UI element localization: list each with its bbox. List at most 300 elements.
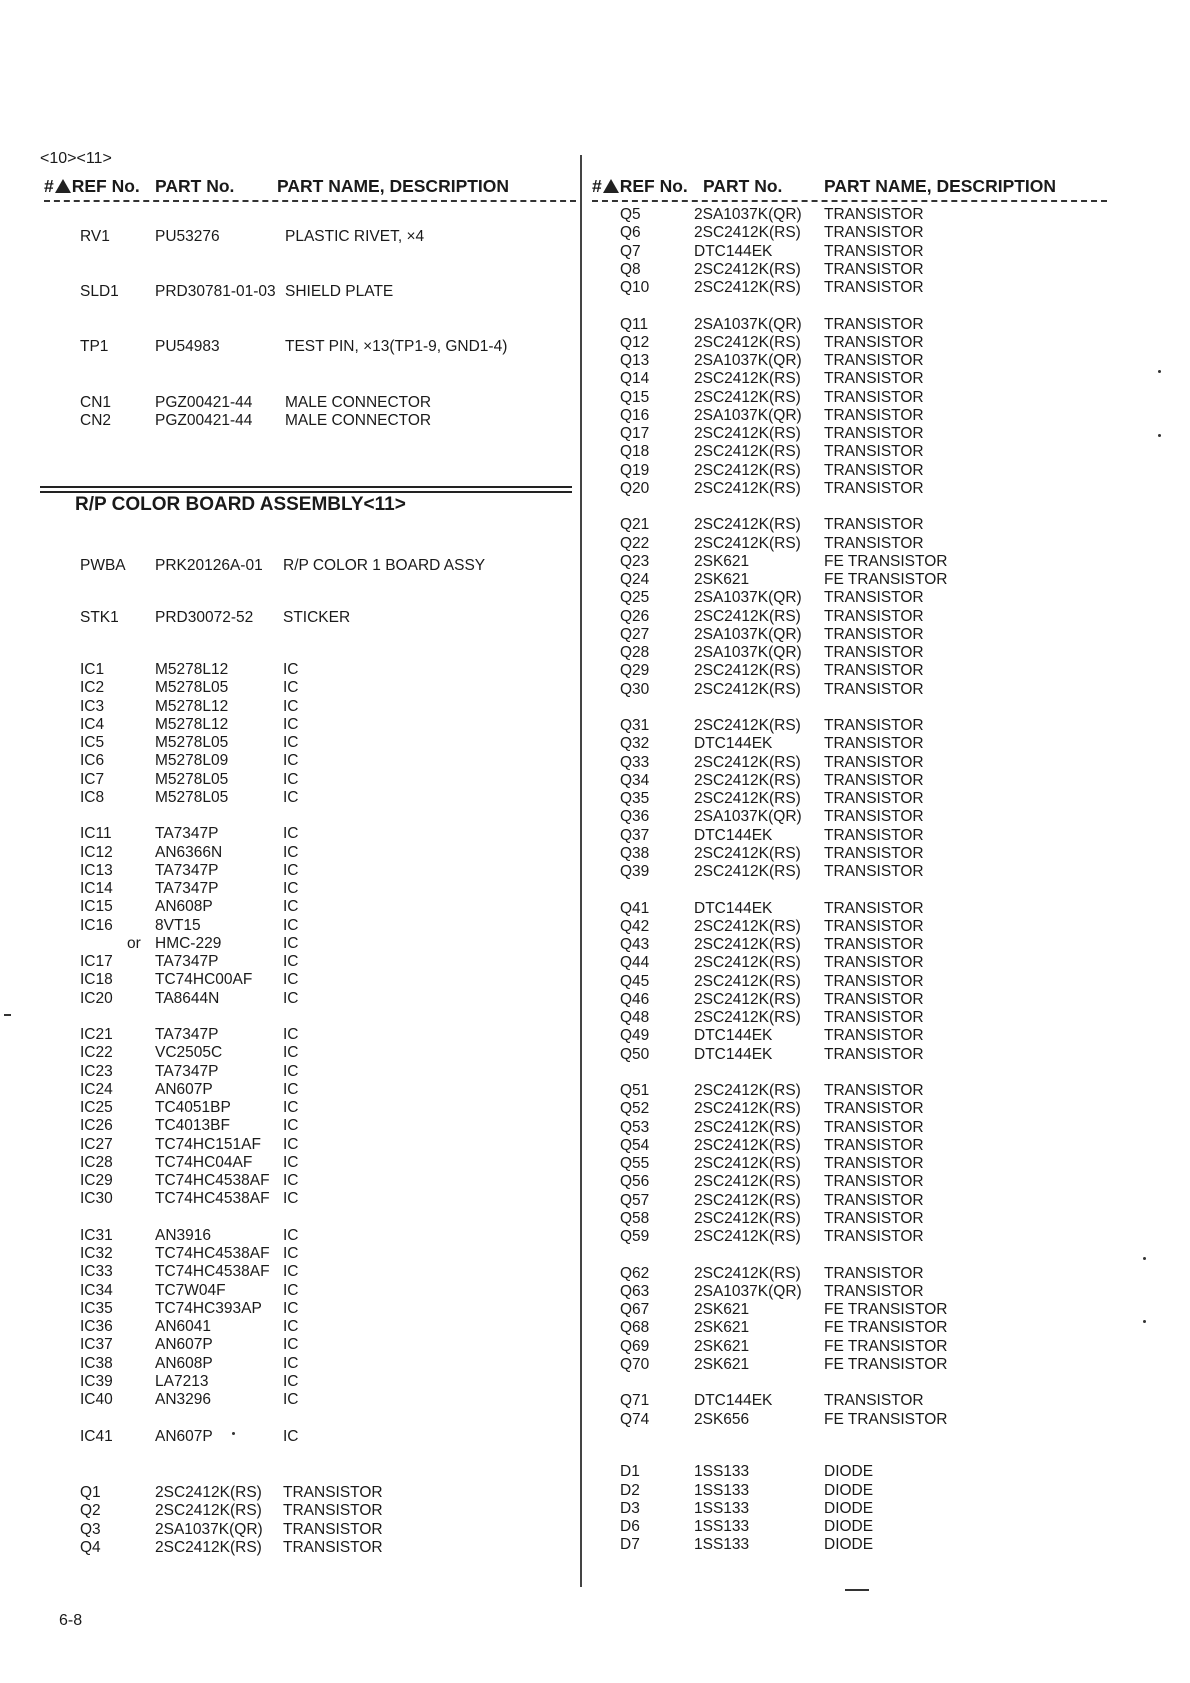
description-cell: DIODE [824,1518,874,1536]
part-no-cell: 2SA1037K(QR) [694,808,802,826]
description-cell: IC [283,1044,299,1062]
part-no-cell: 2SC2412K(RS) [694,534,801,552]
ref-no-cell: IC20 [80,989,113,1007]
description-cell: IC [283,1299,299,1317]
description-cell: IC [283,825,299,843]
part-no-cell: TC74HC4538AF [155,1245,270,1263]
ref-no-cell: IC39 [80,1372,113,1390]
ref-no-cell: Q68 [620,1319,650,1337]
description-cell: TRANSISTOR [824,844,924,862]
part-no-cell: 2SC2412K(RS) [694,1264,801,1282]
description-cell: TRANSISTOR [283,1520,383,1538]
part-no-cell: 2SC2412K(RS) [694,917,801,935]
hash-mark: # [44,176,54,196]
part-no-cell: 2SA1037K(QR) [694,406,802,424]
ref-no-cell: IC38 [80,1354,113,1372]
ref-no-cell: IC30 [80,1190,113,1208]
ref-no-cell: Q74 [620,1410,650,1428]
part-no-cell: 2SC2412K(RS) [694,461,801,479]
part-no-cell: M5278L05 [155,788,229,806]
part-no-cell: TA7347P [155,1062,219,1080]
scan-speck [232,1432,235,1435]
description-cell: IC [283,1026,299,1044]
description-cell: TRANSISTOR [824,534,924,552]
part-no-cell: 2SC2412K(RS) [694,1118,801,1136]
part-no-cell: PGZ00421-44 [155,394,253,411]
description-cell: IC [283,752,299,770]
header-divider [44,200,576,202]
description-cell: IC [283,1281,299,1299]
ref-no-cell: D3 [620,1499,640,1517]
part-no-cell: TA7347P [155,880,219,898]
part-no-cell: 2SA1037K(QR) [694,1282,802,1300]
part-no-cell: 2SC2412K(RS) [694,680,801,698]
description-cell: TRANSISTOR [824,753,924,771]
ref-no-cell: Q19 [620,461,650,479]
ref-no-cell: Q41 [620,899,650,917]
part-no-cell: TC74HC4538AF [155,1190,270,1208]
part-no-cell: AN607P [155,1336,213,1354]
ref-no-cell: Q57 [620,1191,650,1209]
part-no-cell: M5278L12 [155,715,229,733]
ref-no-cell: IC2 [80,679,105,697]
part-no-cell: 8VT15 [155,916,201,934]
description-cell: TRANSISTOR [824,1282,924,1300]
ref-no-cell: IC25 [80,1099,113,1117]
ref-no-cell: Q13 [620,352,650,369]
part-no-cell: 2SK621 [694,552,750,570]
part-no-cell: 2SC2412K(RS) [694,479,801,497]
part-no-cell: M5278L12 [155,661,229,679]
part-no-cell: TC4013BF [155,1117,230,1135]
ref-no-cell: Q34 [620,771,650,789]
part-no-cell: AN3296 [155,1391,212,1409]
part-no-cell: 2SA1037K(QR) [694,352,802,369]
description-cell: IC [283,989,299,1007]
ref-no-cell: Q25 [620,589,650,607]
part-no-cell: 2SC2412K(RS) [694,279,801,296]
ref-no-heading: REF No. [71,176,140,196]
description-cell: IC [283,1062,299,1080]
ref-no-cell: IC26 [80,1117,113,1135]
ref-no-cell: SLD1 [80,283,119,300]
ref-no-cell: IC4 [80,715,105,733]
ref-no-cell: Q55 [620,1155,650,1172]
description-cell: TRANSISTOR [824,972,924,990]
part-no-cell: 2SC2412K(RS) [694,1209,801,1227]
description-cell: IC [283,1099,299,1117]
part-no-cell: 2SA1037K(QR) [155,1520,263,1538]
description-cell: IC [283,916,299,934]
part-no-cell: VC2505C [155,1044,223,1062]
ref-no-cell: Q17 [620,425,650,442]
description-cell: TRANSISTOR [824,333,924,351]
part-no-cell: 2SC2412K(RS) [694,1173,801,1191]
part-no-cell: 2SC2412K(RS) [694,224,801,242]
description-cell: TRANSISTOR [824,662,924,680]
scan-speck [1143,1257,1146,1260]
ref-no-cell: Q27 [620,625,650,643]
part-no-cell: 2SC2412K(RS) [694,443,801,461]
ref-no-cell: Q32 [620,735,650,753]
ref-no-cell: Q44 [620,954,650,972]
section-rule [40,486,572,488]
description-cell: IC [283,1190,299,1208]
description-cell: IC [283,971,299,989]
description-cell: IC [283,1117,299,1135]
description-cell: IC [283,715,299,733]
description-cell: TRANSISTOR [824,735,924,753]
left-header-ref [44,176,140,197]
part-no-cell: AN3916 [155,1226,212,1244]
description-cell: IC [283,1263,299,1281]
ref-no-cell: IC14 [80,880,113,898]
ref-no-cell: IC15 [80,898,113,916]
ref-no-cell: IC17 [80,953,113,971]
ref-no-cell: IC28 [80,1153,113,1171]
description-cell: TRANSISTOR [824,1264,924,1282]
part-no-cell: 2SC2412K(RS) [694,954,801,972]
ref-no-cell: Q10 [620,279,650,296]
part-no-cell: 1SS133 [694,1518,750,1536]
description-cell: IC [283,661,299,679]
description-cell: TRANSISTOR [824,990,924,1008]
description-cell: FE TRANSISTOR [824,1337,948,1355]
description-cell: TRANSISTOR [824,899,924,917]
description-cell: IC [283,788,299,806]
ref-no-cell: IC5 [80,734,105,752]
scan-mark [4,1014,11,1016]
ref-no-cell: IC29 [80,1172,113,1190]
description-cell: IC [283,1153,299,1171]
part-no-cell: TA7347P [155,861,219,879]
part-no-cell: AN607P [155,1080,213,1098]
header-divider [592,200,1107,202]
ref-no-cell: IC22 [80,1044,113,1062]
part-no-cell: DTC144EK [694,1045,773,1063]
part-no-cell: 2SC2412K(RS) [694,333,801,351]
ref-no-cell: IC27 [80,1135,113,1153]
description-cell: TRANSISTOR [824,425,924,442]
part-no-cell: 2SA1037K(QR) [694,315,802,333]
ref-no-cell: Q62 [620,1264,650,1282]
ref-no-cell: IC34 [80,1281,113,1299]
ref-no-cell: Q48 [620,1009,650,1026]
description-cell: R/P COLOR 1 BOARD ASSY [283,557,486,574]
description-cell: IC [283,1226,299,1244]
top-reference: <10><11> [40,150,112,167]
description-cell: DIODE [824,1463,874,1481]
part-no-cell: 2SC2412K(RS) [694,844,801,862]
description-cell: IC [283,861,299,879]
part-no-cell: TC74HC151AF [155,1135,261,1153]
ref-no-cell: IC32 [80,1245,113,1263]
part-no-cell: 2SK656 [694,1410,750,1428]
description-cell: TRANSISTOR [283,1484,383,1502]
ref-no-cell: Q16 [620,406,650,424]
ref-no-cell: Q39 [620,863,650,880]
part-no-cell: 2SC2412K(RS) [694,1191,801,1209]
part-no-cell: AN608P [155,1354,213,1372]
ref-no-cell: Q67 [620,1301,650,1318]
description-cell: IC [283,1354,299,1372]
description-cell: TRANSISTOR [824,1100,924,1118]
part-no-cell: 2SK621 [694,1337,750,1355]
part-no-cell: 1SS133 [694,1499,750,1517]
section-rule [40,491,572,493]
ref-no-cell: STK1 [80,609,119,626]
description-cell: TRANSISTOR [824,406,924,424]
ref-no-cell: Q24 [620,571,650,588]
ref-no-cell: Q26 [620,607,650,625]
warning-triangle-icon [55,179,71,193]
description-cell: TRANSISTOR [824,279,924,296]
description-cell: IC [283,1135,299,1153]
description-cell: TRANSISTOR [824,1136,924,1154]
ref-no-cell: IC7 [80,770,105,788]
part-no-cell: 2SC2412K(RS) [694,771,801,789]
part-no-heading: PART No. [703,176,783,196]
part-no-cell: 2SC2412K(RS) [155,1502,262,1520]
left-column-header [44,174,576,200]
description-cell: IC [283,770,299,788]
part-no-cell: 2SK621 [694,571,750,588]
description-cell: IC [283,734,299,752]
ref-no-cell: TP1 [80,338,109,355]
part-no-cell: 2SK621 [694,1355,750,1373]
part-no-cell: TC74HC4538AF [155,1263,270,1281]
ref-no-cell: IC36 [80,1318,113,1336]
description-cell: IC [283,1427,299,1445]
ref-no-cell: PWBA [80,557,126,574]
part-no-heading: PART No. [155,176,235,196]
ref-no-cell: Q2 [80,1502,101,1520]
description-cell: TRANSISTOR [824,826,924,844]
ref-no-cell: Q1 [80,1484,101,1502]
part-no-cell: DTC144EK [694,735,773,753]
part-no-cell: TA7347P [155,825,219,843]
part-no-cell: DTC144EK [694,1027,773,1045]
description-cell: MALE CONNECTOR [285,394,432,411]
ref-no-cell: Q30 [620,680,650,698]
part-no-cell: TC74HC393AP [155,1299,262,1317]
ref-no-cell: Q50 [620,1045,650,1063]
part-no-cell: PRK20126A-01 [155,557,263,574]
description-cell: TRANSISTOR [824,790,924,807]
part-no-cell: DTC144EK [694,899,773,917]
part-no-cell: 2SC2412K(RS) [694,1136,801,1154]
part-no-cell: AN6366N [155,843,223,861]
ref-no-cell: IC24 [80,1080,113,1098]
part-no-cell: 2SC2412K(RS) [694,990,801,1008]
ref-no-cell: Q33 [620,753,650,771]
description-cell: TRANSISTOR [283,1538,383,1556]
part-no-cell: 2SC2412K(RS) [694,607,801,625]
description-cell: IC [283,1080,299,1098]
description-cell: FE TRANSISTOR [824,1301,948,1318]
description-cell: IC [283,697,299,715]
scan-speck [1158,370,1161,373]
part-no-cell: 2SK621 [694,1319,750,1337]
ref-no-cell: Q18 [620,443,650,461]
ref-no-cell: IC33 [80,1263,113,1281]
description-cell: TRANSISTOR [824,625,924,643]
description-cell: TRANSISTOR [824,1173,924,1191]
part-no-cell: AN608P [155,898,213,916]
part-no-cell: DTC144EK [694,1392,773,1410]
description-cell: TRANSISTOR [824,1155,924,1172]
ref-no-cell: Q49 [620,1027,650,1045]
part-no-cell: TC74HC4538AF [155,1172,270,1190]
part-name-heading: PART NAME, DESCRIPTION [277,176,510,196]
description-cell: TRANSISTOR [824,1082,924,1099]
description-cell: TRANSISTOR [824,388,924,406]
description-cell: FE TRANSISTOR [824,552,948,570]
description-cell: TEST PIN, ×13(TP1-9, GND1-4) [285,338,508,355]
description-cell: TRANSISTOR [824,1118,924,1136]
part-no-cell: 2SC2412K(RS) [694,790,801,807]
part-no-cell: PRD30781-01-03 [155,283,276,300]
description-cell: IC [283,1318,299,1336]
ref-no-cell: Q59 [620,1228,650,1245]
part-no-cell: 2SC2412K(RS) [694,1100,801,1118]
description-cell: TRANSISTOR [824,461,924,479]
part-no-cell: AN6041 [155,1318,212,1336]
part-no-cell: 1SS133 [694,1481,750,1499]
ref-no-cell: IC41 [80,1427,113,1445]
ref-no-cell: Q58 [620,1209,650,1227]
ref-no-cell: Q56 [620,1173,650,1191]
description-cell: TRANSISTOR [824,717,924,734]
ref-no-cell: Q22 [620,534,650,552]
description-cell: IC [283,679,299,697]
description-cell: TRANSISTOR [824,370,924,388]
ref-no-cell: Q14 [620,370,650,388]
ref-no-cell: Q7 [620,242,641,260]
ref-no-cell: Q12 [620,333,650,351]
ref-no-cell: Q29 [620,662,650,680]
part-no-cell: 2SC2412K(RS) [694,1228,801,1245]
part-no-cell: 2SC2412K(RS) [155,1484,262,1502]
ref-no-cell: Q31 [620,717,650,734]
ref-no-cell: IC40 [80,1391,113,1409]
part-no-cell: 1SS133 [694,1463,750,1481]
part-no-cell: PU54983 [155,338,220,355]
part-no-cell: TC74HC00AF [155,971,253,989]
description-cell: TRANSISTOR [824,224,924,242]
part-no-cell: 2SC2412K(RS) [694,936,801,953]
ref-no-cell: Q45 [620,972,650,990]
part-no-cell: PU53276 [155,228,220,245]
ref-no-cell: IC8 [80,788,105,806]
part-no-cell: 2SC2412K(RS) [694,662,801,680]
ref-no-cell: or [127,934,141,952]
part-no-cell: 2SC2412K(RS) [694,863,801,880]
ref-no-cell: IC23 [80,1062,113,1080]
part-no-cell: 2SC2412K(RS) [694,1009,801,1026]
ref-no-cell: D2 [620,1481,640,1499]
ref-no-cell: D1 [620,1463,640,1481]
scan-mark [845,1589,869,1591]
description-cell: TRANSISTOR [824,479,924,497]
part-no-cell: 2SC2412K(RS) [694,972,801,990]
ref-no-cell: CN1 [80,394,112,411]
description-cell: TRANSISTOR [824,443,924,461]
description-cell: TRANSISTOR [824,1191,924,1209]
description-cell: TRANSISTOR [824,1392,924,1410]
part-no-cell: M5278L12 [155,697,229,715]
description-cell: IC [283,934,299,952]
description-cell: TRANSISTOR [824,607,924,625]
ref-no-cell: IC16 [80,916,113,934]
description-cell: TRANSISTOR [824,771,924,789]
ref-no-cell: IC18 [80,971,113,989]
ref-no-cell: Q37 [620,826,650,844]
description-cell: TRANSISTOR [824,680,924,698]
part-no-cell: TA8644N [155,989,220,1007]
right-column-header [592,174,1107,200]
part-no-cell: TA7347P [155,1026,219,1044]
ref-no-cell: Q35 [620,790,650,807]
part-no-cell: LA7213 [155,1372,209,1390]
part-no-cell: HMC-229 [155,934,222,952]
description-cell: FE TRANSISTOR [824,1319,948,1337]
description-cell: TRANSISTOR [824,206,924,223]
ref-no-cell: IC3 [80,697,105,715]
description-cell: TRANSISTOR [824,936,924,953]
part-no-cell: 2SC2412K(RS) [694,1155,801,1172]
part-no-cell: M5278L05 [155,734,229,752]
ref-no-cell: Q4 [80,1538,101,1556]
hash-mark: # [592,176,602,196]
right-header-ref [592,176,688,197]
part-no-cell: 2SC2412K(RS) [155,1538,262,1556]
description-cell: FE TRANSISTOR [824,571,948,588]
ref-no-cell: Q63 [620,1282,650,1300]
ref-no-cell: Q52 [620,1100,650,1118]
description-cell: TRANSISTOR [824,917,924,935]
description-cell: TRANSISTOR [824,242,924,260]
part-no-cell: 2SA1037K(QR) [694,625,802,643]
ref-no-cell: Q15 [620,388,650,406]
description-cell: PLASTIC RIVET, ×4 [285,228,425,245]
ref-no-cell: Q38 [620,844,650,862]
description-cell: TRANSISTOR [824,1209,924,1227]
part-no-cell: 2SC2412K(RS) [694,1082,801,1099]
description-cell: TRANSISTOR [824,808,924,826]
description-cell: DIODE [824,1536,874,1554]
part-no-cell: AN607P [155,1427,213,1445]
scan-speck [1143,1320,1146,1323]
ref-no-cell: Q71 [620,1392,650,1410]
ref-no-cell: D7 [620,1536,640,1554]
part-no-cell: 2SC2412K(RS) [694,425,801,442]
ref-no-cell: IC37 [80,1336,113,1354]
ref-no-cell: Q8 [620,260,641,278]
ref-no-cell: Q20 [620,479,650,497]
ref-no-cell: Q21 [620,516,650,534]
description-cell: TRANSISTOR [824,1027,924,1045]
ref-no-cell: IC1 [80,661,105,679]
ref-no-cell: Q6 [620,224,641,242]
description-cell: IC [283,843,299,861]
description-cell: TRANSISTOR [283,1502,383,1520]
part-no-cell: 2SC2412K(RS) [694,516,801,534]
description-cell: TRANSISTOR [824,352,924,369]
part-no-cell: 2SA1037K(QR) [694,644,802,661]
description-cell: TRANSISTOR [824,954,924,972]
ref-no-cell: Q69 [620,1337,650,1355]
